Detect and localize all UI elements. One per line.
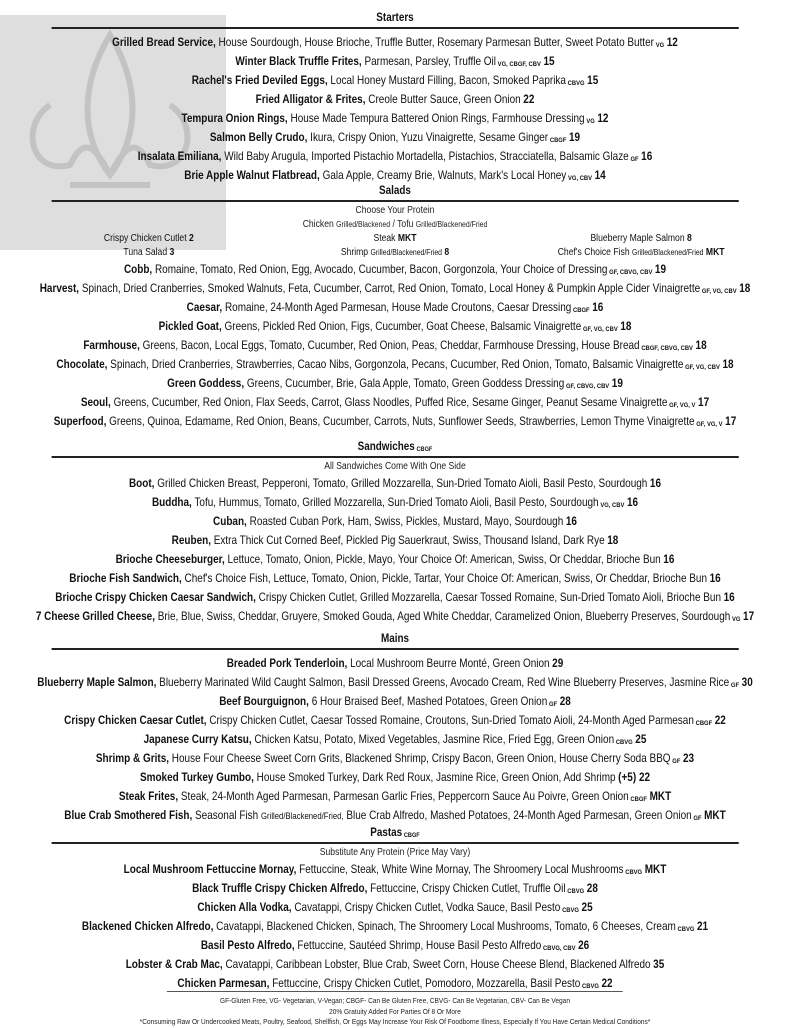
item-price: 22 [601, 977, 613, 990]
menu-item-content [192, 74, 599, 87]
item-description: Brie, Blue, Swiss, Cheddar, Gruyere, Smoked Gouda, Aged White Cheddar, Caramelized Onion, Blueberry Preserves, Sourdough [157, 610, 731, 623]
item-diet-tags: GF [672, 758, 681, 765]
menu-section-pastas [0, 827, 790, 993]
item-diet-tags: CBVG [615, 739, 633, 746]
protein-price: 8 [444, 247, 450, 258]
menu-item [0, 806, 790, 825]
item-price: 15 [587, 74, 599, 87]
menu-item [0, 52, 790, 71]
section-note: Choose Your Protein [355, 205, 435, 216]
item-description: Spinach, Dried Cranberries, Strawberries, Cacao Nibs, Gorgonzola, Pecans, Cucumber, Red Onion, Tomato, Balsamic Vinaigrette [110, 358, 684, 371]
item-description: Cavatappi, Crispy Chicken Cutlet, Vodka Sauce, Basil Pesto [294, 901, 561, 914]
menu-item [0, 147, 790, 166]
item-diet-tags: CBGF [549, 137, 567, 144]
item-price: 28 [559, 695, 571, 708]
protein-price: MKT [705, 247, 725, 258]
protein-name: Steak [373, 233, 396, 244]
item-description: House Sourdough, House Brioche, Truffle Butter, Rosemary Parmesan Butter, Sweet Potato Butter [218, 36, 655, 49]
item-description: Romaine, Tomato, Red Onion, Egg, Avocado, Cucumber, Bacon, Gorgonzola, Your Choice of Dressing [154, 263, 608, 276]
protein-prep-options: Grilled/Blackened/Fried [370, 248, 442, 257]
menu-item-content [201, 939, 589, 952]
item-diet-tags: CBVG [582, 983, 599, 990]
item-name: Blue Crab Smothered Fish, [64, 809, 193, 822]
menu-item-content [219, 695, 571, 708]
item-price: 30 [741, 676, 753, 689]
item-price: 22 [714, 714, 726, 727]
item-price: 35 [653, 958, 665, 971]
menu-item-content [81, 396, 709, 409]
menu-item [0, 166, 790, 185]
menu-item [0, 550, 790, 569]
footer-line: *Consuming Raw Or Undercooked Meats, Poultry, Seafood, Shellfish, Or Eggs May Increase Your Risk Of Foodborne Illness, Especially If You Have Certain Medical Conditions* [139, 1017, 651, 1026]
item-price: 19 [568, 131, 581, 144]
menu-item [0, 71, 790, 90]
menu-item-content [112, 36, 678, 49]
item-description: Wild Baby Arugula, Imported Pistachio Mortadella, Pistachios, Stracciatella, Balsamic Glaze [224, 150, 629, 163]
item-price: (+5) 22 [618, 771, 651, 784]
item-price: 22 [523, 93, 535, 106]
item-description: Greens, Pickled Red Onion, Figs, Cucumber, Goat Cheese, Balsamic Vinaigrette [224, 320, 582, 333]
item-price: 18 [739, 282, 751, 295]
menu-item [0, 673, 790, 692]
item-price: MKT [649, 790, 672, 803]
item-description: Creole Butter Sauce, Green Onion [368, 93, 521, 106]
menu-item [0, 109, 790, 128]
item-name: Steak Frites, [118, 790, 179, 803]
item-description: Cavatappi, Blackened Chicken, Spinach, The Shroomery Local Mushrooms, Tomato, 6 Cheeses, Cream [216, 920, 676, 933]
item-price: 14 [594, 169, 606, 182]
item-diet-tags: GF, VG, V [669, 402, 696, 409]
menu-item-content [129, 477, 661, 490]
menu-item-content [152, 496, 638, 509]
menu-item-content [36, 610, 754, 623]
item-name: Chicken Alla Vodka, [197, 901, 292, 914]
item-diet-tags: VG, CBV [568, 175, 593, 182]
menu-item-content [256, 93, 535, 106]
menu-item [0, 787, 790, 806]
item-price: MKT [644, 863, 667, 876]
menu-item-content [82, 920, 708, 933]
item-description-cont: Blue Crab Alfredo, Mashed Potatoes, 24-Month Aged Parmesan, Green Onion [346, 809, 692, 822]
item-name: Basil Pesto Alfredo, [200, 939, 295, 952]
item-name: Insalata Emiliana, [137, 150, 222, 163]
menu-item [0, 936, 790, 955]
item-diet-tags: CBVG [625, 869, 643, 876]
menu-item [0, 260, 790, 279]
protein-options-line [0, 218, 790, 232]
item-description: Parmesan, Parsley, Truffle Oil [364, 55, 496, 68]
menu-item [0, 493, 790, 512]
item-description: Cavatappi, Caribbean Lobster, Blue Crab, Sweet Corn, House Cheese Blend, Blackened Alfredo [225, 958, 651, 971]
protein-price: 8 [687, 233, 692, 244]
menu-item-content [96, 752, 694, 765]
menu-item [0, 955, 790, 974]
section-header [52, 185, 739, 202]
menu-item [0, 336, 790, 355]
menu-section-sandwiches [0, 441, 790, 626]
item-name: Japanese Curry Katsu, [143, 733, 252, 746]
protein-name: Blueberry Maple Salmon [590, 233, 685, 244]
item-price: 25 [635, 733, 647, 746]
protein-option [272, 232, 518, 246]
menu-item-content [119, 790, 671, 803]
item-description: Fettuccine, Sautéed Shrimp, House Basil Pesto Alfredo [297, 939, 542, 952]
item-description: Fettuccine, Crispy Chicken Cutlet, Pomodoro, Mozzarella, Basil Pesto [272, 977, 581, 990]
item-price: 18 [607, 534, 619, 547]
item-price: 26 [578, 939, 590, 952]
item-name: Cobb, [123, 263, 153, 276]
item-name: Pickled Goat, [158, 320, 222, 333]
protein-price: MKT [397, 233, 417, 244]
item-description: Ikura, Crispy Onion, Yuzu Vinaigrette, Sesame Ginger [310, 131, 549, 144]
separator: / [392, 219, 395, 230]
item-price: 16 [663, 553, 675, 566]
section-title: Pastas [370, 827, 403, 839]
item-name: Local Mushroom Fettuccine Mornay, [123, 863, 297, 876]
item-description: 6 Hour Braised Beef, Mashed Potatoes, Green Onion [311, 695, 548, 708]
menu-item-content [54, 415, 737, 428]
protein-option [518, 232, 764, 246]
item-description: Steak, 24-Month Aged Parmesan, Parmesan Garlic Fries, Peppercorn Sauce Au Poivre, Green Onion [180, 790, 629, 803]
item-name: Green Goddess, [167, 377, 245, 390]
item-description: Fettuccine, Crispy Chicken Cutlet, Truffle Oil [370, 882, 566, 895]
section-diet-tag: CBGF [403, 832, 420, 839]
item-name: Brie Apple Walnut Flatbread, [184, 169, 320, 182]
item-price: 16 [565, 515, 577, 528]
item-name: Shrimp & Grits, [95, 752, 170, 765]
item-description: Lettuce, Tomato, Onion, Pickle, Mayo, Your Choice Of: American, Swiss, Or Cheddar, Brioche Bun [227, 553, 661, 566]
item-price: 17 [725, 415, 737, 428]
menu-item-content [210, 131, 580, 144]
item-diet-tags: GF [548, 701, 558, 708]
item-description: Spinach, Dried Cranberries, Smoked Walnuts, Feta, Cucumber, Carrot, Red Onion, Tomato, Local Honey & Pumpkin Apple Cider Vinaigrette [81, 282, 701, 295]
item-name: Seoul, [80, 396, 111, 409]
menu-item-content [187, 301, 604, 314]
item-price: 16 [649, 477, 662, 490]
protein-option [26, 246, 272, 260]
item-description: Romaine, 24-Month Aged Parmesan, House Made Croutons, Caesar Dressing [224, 301, 572, 314]
item-diet-tags: GF [730, 682, 740, 689]
menu-item [0, 128, 790, 147]
menu-item-content [192, 882, 598, 895]
item-description: Chef's Choice Fish, Lettuce, Tomato, Onion, Pickle, Tartar, Your Choice Of: American, Swiss, Or Cheddar, Brioche Bun [184, 572, 708, 585]
item-name: Beef Bourguignon, [219, 695, 309, 708]
menu-item [0, 317, 790, 336]
item-name: Cuban, [213, 515, 247, 528]
item-name: Tempura Onion Rings, [181, 112, 288, 125]
item-name: Rachel's Fried Deviled Eggs, [191, 74, 328, 87]
item-name: Farmhouse, [83, 339, 140, 352]
item-diet-tags: VG [732, 616, 741, 623]
item-description: Seasonal Fish [195, 809, 259, 822]
item-name: Crispy Chicken Caesar Cutlet, [64, 714, 207, 727]
menu-item [0, 768, 790, 787]
item-diet-tags: GF, VG, V [696, 421, 723, 428]
item-price: 15 [543, 55, 555, 68]
menu-item [0, 33, 790, 52]
item-description: Chicken Katsu, Potato, Mixed Vegetables, Jasmine Rice, Fried Egg, Green Onion [254, 733, 615, 746]
protein-name: Tuna Salad [123, 247, 168, 258]
menu-item-content [140, 771, 650, 784]
menu-section-salads [0, 185, 790, 431]
item-name: Blueberry Maple Salmon, [37, 676, 157, 689]
item-name: 7 Cheese Grilled Cheese, [35, 610, 156, 623]
menu-item [0, 898, 790, 917]
item-name: Lobster & Crab Mac, [125, 958, 223, 971]
protein-name: Shrimp [340, 247, 369, 258]
menu-item [0, 512, 790, 531]
menu-item-content [138, 150, 653, 163]
item-description: Local Mushroom Beurre Monté, Green Onion [350, 657, 550, 670]
menu-item [0, 393, 790, 412]
item-name: Chocolate, [56, 358, 108, 371]
item-price: 16 [626, 496, 639, 509]
protein-option [518, 246, 764, 260]
footer-line: 20% Gratuity Added For Parties Of 8 Or More [329, 1006, 461, 1016]
menu-item [0, 860, 790, 879]
section-note: All Sandwiches Come With One Side [324, 461, 466, 472]
protein-option [272, 246, 518, 260]
section-diet-tag: CBGF [416, 446, 433, 453]
item-price: 29 [552, 657, 564, 670]
menu-section-starters [0, 12, 790, 185]
menu-item-content [116, 553, 675, 566]
item-description: Blueberry Marinated Wild Caught Salmon, Basil Dressed Greens, Avocado Cream, Red Wine Blueberry Preserves, Jasmine Rice [159, 676, 730, 689]
item-diet-tags: GF, CBVG, CBV [609, 269, 653, 276]
item-name: Chicken Parmesan, [177, 977, 270, 990]
menu-item-content [64, 809, 725, 822]
menu-item [0, 588, 790, 607]
item-name: Blackened Chicken Alfredo, [81, 920, 214, 933]
item-diet-tags: CBGF [630, 796, 647, 803]
item-name: Brioche Cheeseburger, [115, 553, 225, 566]
protein-name: Chef's Choice Fish [557, 247, 630, 258]
item-price: 12 [666, 36, 678, 49]
menu-item-content [37, 676, 752, 689]
menu-item-content [159, 320, 632, 333]
item-price: MKT [704, 809, 726, 822]
item-name: Smoked Turkey Gumbo, [139, 771, 254, 784]
item-price: 19 [611, 377, 623, 390]
section-title: Sandwiches [357, 441, 415, 453]
menu [0, 12, 790, 1028]
item-diet-tags: GF, VG, CBV [701, 288, 737, 295]
item-description: Greens, Quinoa, Edamame, Red Onion, Beans, Cucumber, Carrots, Nuts, Sunflower Seeds, Strawberries, Lemon Thyme Vinaigrette [109, 415, 695, 428]
menu-item [0, 298, 790, 317]
item-diet-tags: CBVG [567, 80, 585, 87]
menu-item [0, 374, 790, 393]
protein-name: Crispy Chicken Cutlet [103, 233, 187, 244]
item-diet-tags: GF [693, 815, 702, 822]
item-diet-tags: GF [630, 156, 639, 163]
menu-section-mains [0, 633, 790, 825]
item-price: 16 [709, 572, 721, 585]
menu-item [0, 917, 790, 936]
item-diet-tags: CBVG [562, 907, 579, 914]
item-description: House Four Cheese Sweet Corn Grits, Blackened Shrimp, Crispy Bacon, Green Onion, House Cherry Soda BBQ [171, 752, 671, 765]
item-prep-options: Grilled/Blackened/Fried, [260, 811, 344, 821]
item-price: 17 [698, 396, 710, 409]
protein-tofu: Tofu [397, 219, 414, 230]
menu-item [0, 730, 790, 749]
protein-tofu-options: Grilled/Blackened/Fried [415, 220, 488, 229]
protein-price: 3 [169, 247, 175, 258]
item-name: Fried Alligator & Frites, [255, 93, 366, 106]
item-price: 25 [581, 901, 593, 914]
item-description: Tofu, Hummus, Tomato, Grilled Mozzarella, Sun-Dried Tomato Aioli, Basil Pesto, Sourdough [194, 496, 599, 509]
menu-item-content [182, 112, 609, 125]
item-diet-tags: CBGF, CBVG, CBV [641, 345, 693, 352]
item-price: 23 [683, 752, 695, 765]
item-price: 16 [723, 591, 735, 604]
section-title: Mains [380, 633, 410, 645]
item-name: Breaded Pork Tenderloin, [226, 657, 348, 670]
menu-item [0, 711, 790, 730]
item-description: Extra Thick Cut Corned Beef, Pickled Pig Sauerkraut, Swiss, Thousand Island, Dark Rye [213, 534, 605, 547]
item-description: Greens, Bacon, Local Eggs, Tomato, Cucumber, Red Onion, Peas, Cheddar, Farmhouse Dressing, House Bread [142, 339, 640, 352]
item-diet-tags: VG [586, 118, 595, 125]
item-name: Grilled Bread Service, [112, 36, 216, 49]
item-diet-tags: GF, VG, CBV [582, 326, 618, 333]
menu-item [0, 279, 790, 298]
section-header [52, 827, 739, 844]
menu-item-content [184, 169, 605, 182]
item-description: Roasted Cuban Pork, Ham, Swiss, Pickles, Mustard, Mayo, Sourdough [249, 515, 564, 528]
item-diet-tags: CBVG [567, 888, 585, 895]
item-description: Greens, Cucumber, Brie, Gala Apple, Tomato, Green Goddess Dressing [246, 377, 565, 390]
item-price: 18 [722, 358, 734, 371]
menu-item [0, 412, 790, 431]
menu-item [0, 974, 790, 993]
protein-price: 2 [189, 233, 194, 244]
menu-item-content [172, 534, 619, 547]
section-title: Salads [379, 185, 411, 197]
menu-item [0, 607, 790, 626]
section-note: Substitute Any Protein (Price May Vary) [319, 847, 471, 858]
item-diet-tags: VG, CBV [600, 502, 625, 509]
menu-item-content [197, 901, 592, 914]
item-diet-tags: VG [655, 42, 665, 49]
item-price: 16 [592, 301, 604, 314]
item-description: Crispy Chicken Cutlet, Grilled Mozzarella, Caesar Tossed Romaine, Sun-Dried Tomato Aioli, Brioche Bun [258, 591, 722, 604]
item-description: Local Honey Mustard Filling, Bacon, Smoked Paprika [330, 74, 566, 87]
protein-grid [26, 232, 764, 260]
item-diet-tags: GF, VG, CBV [685, 364, 720, 371]
section-header [52, 633, 739, 650]
menu-item-content [40, 282, 751, 295]
item-diet-tags: GF, CBVG, CBV [566, 383, 610, 390]
item-price: 16 [641, 150, 653, 163]
menu-item-content [83, 339, 706, 352]
footer-line: GF-Gluten Free, VG- Vegetarian, V-Vegan; CBGF- Can Be Gluten Free, CBVG- Can Be Vegetarian, CBV- Can Be Vegan [220, 996, 570, 1005]
menu-item [0, 569, 790, 588]
item-diet-tags: CBGF [573, 307, 590, 314]
menu-item [0, 90, 790, 109]
item-name: Brioche Crispy Chicken Caesar Sandwich, [55, 591, 256, 604]
item-name: Caesar, [186, 301, 223, 314]
protein-prep-options: Grilled/Blackened/Fried [631, 248, 704, 257]
item-name: Salmon Belly Crudo, [209, 131, 308, 144]
item-price: 21 [697, 920, 709, 933]
item-description: Greens, Cucumber, Red Onion, Flax Seeds, Carrot, Glass Noodles, Puffed Rice, Sesame Ginger, Peanut Sesame Vinaigrette [113, 396, 668, 409]
menu-item [0, 692, 790, 711]
item-price: 19 [654, 263, 667, 276]
protein-chicken: Chicken [302, 219, 334, 230]
menu-item-content [126, 958, 665, 971]
item-description: Gala Apple, Creamy Brie, Walnuts, Mark's Local Honey [322, 169, 567, 182]
item-diet-tags: CBGF [695, 720, 713, 727]
item-price: 18 [620, 320, 632, 333]
menu-item [0, 531, 790, 550]
menu-item-content [56, 358, 733, 371]
protein-chicken-options: Grilled/Blackened [336, 220, 391, 229]
menu-item-content [227, 657, 564, 670]
menu-item-content [167, 377, 623, 390]
menu-item-content [144, 733, 647, 746]
menu-item [0, 355, 790, 374]
item-name: Brioche Fish Sandwich, [69, 572, 182, 585]
menu-item [0, 474, 790, 493]
menu-item-content [167, 977, 623, 992]
section-header [52, 12, 739, 29]
item-description: Grilled Chicken Breast, Pepperoni, Tomato, Grilled Mozzarella, Sun-Dried Tomato Aioli, Basil Pesto, Sourdough [157, 477, 648, 490]
item-name: Boot, [128, 477, 155, 490]
item-diet-tags: CBVG [677, 926, 695, 933]
section-title: Starters [376, 12, 414, 24]
item-diet-tags: CBVG, CBV [543, 945, 576, 952]
menu-item-content [124, 863, 667, 876]
menu-item-content [235, 55, 554, 68]
item-price: 12 [597, 112, 609, 125]
item-price: 18 [695, 339, 707, 352]
item-price: 17 [743, 610, 755, 623]
item-name: Buddha, [151, 496, 192, 509]
menu-item-content [55, 591, 734, 604]
item-name: Reuben, [171, 534, 211, 547]
menu-item-content [124, 263, 666, 276]
section-header [52, 441, 739, 458]
item-price: 28 [586, 882, 598, 895]
item-name: Superfood, [53, 415, 107, 428]
item-description: House Smoked Turkey, Dark Red Roux, Jasmine Rice, Green Onion, Add Shrimp [256, 771, 616, 784]
protein-option [26, 232, 272, 246]
item-diet-tags: VG, CBGF, CBV [497, 61, 541, 68]
item-description: Crispy Chicken Cutlet, Caesar Tossed Romaine, Croutons, Sun-Dried Tomato Aioli, 24-Month Aged Parmesan [209, 714, 694, 727]
menu-item-content [213, 515, 577, 528]
menu-item [0, 879, 790, 898]
item-description: Fettuccine, Steak, White Wine Mornay, The Shroomery Local Mushrooms [299, 863, 624, 876]
item-name: Harvest, [39, 282, 80, 295]
menu-item-content [69, 572, 720, 585]
menu-item-content [64, 714, 726, 727]
item-description: House Made Tempura Battered Onion Rings, Farmhouse Dressing [290, 112, 585, 125]
item-name: Black Truffle Crispy Chicken Alfredo, [192, 882, 368, 895]
menu-item [0, 654, 790, 673]
menu-item [0, 749, 790, 768]
item-name: Winter Black Truffle Frites, [235, 55, 362, 68]
